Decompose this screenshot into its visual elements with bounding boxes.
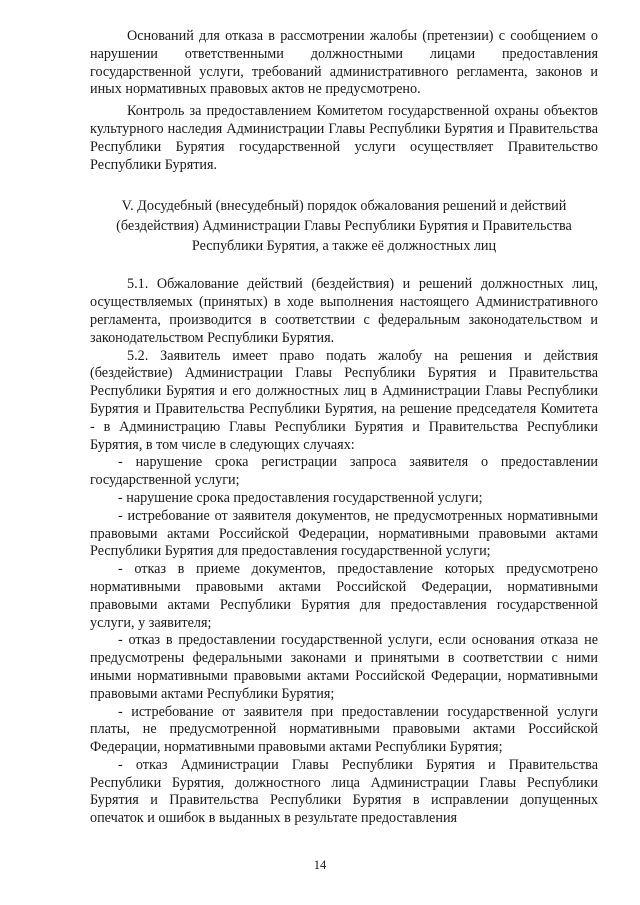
- list-item: - отказ Администрации Главы Республики Бурятия и Правительства Республики Бурятия, должностного лица Администрации Главы Республики Бурятия и Правительства Республики Бурятия в исправлении допущенных опечаток и ошибок в выданных в результате предоставления: [90, 756, 598, 827]
- list-item: - нарушение срока предоставления государственной услуги;: [118, 489, 483, 506]
- list-item: - отказ в приеме документов, предоставление которых предусмотрено нормативными правовыми актами Российской Федерации, нормативными правовыми актами Республики Бурятия для предоставления государственной услуги, у заявителя;: [90, 561, 598, 631]
- section-heading: V. Досудебный (внесудебный) порядок обжалования решений и действий (бездействия) Администрации Главы Республики Бурятия и Правительства Республики Бурятия, а также её должностных лиц: [116, 198, 572, 255]
- paragraph-5-2: 5.2. Заявитель имеет право подать жалобу на решения и действия (бездействие) Администрации Главы Республики Бурятия и Правительства Республики Бурятия и его должностных лиц в Администрации Главы Республики Бурятия и Правительства Республики Бурятия, на решение председателя Комитета - в Администрацию Главы Республики Бурятия и Правительства Республики Бурятия, в том числе в следующих случаях:: [90, 347, 598, 453]
- page-number: 14: [313, 858, 327, 872]
- list-item: - нарушение срока регистрации запроса заявителя о предоставлении государственной услуги;: [90, 454, 598, 489]
- spacer: [90, 256, 598, 276]
- page-body: [90, 28, 598, 828]
- intro-paragraph-1: Оснований для отказа в рассмотрении жалобы (претензии) с сообщением о нарушении ответственными должностными лицами предоставления государственной услуги, требований административного регламента, законов и иных нормативных правовых актов не предусмотрено.: [90, 28, 598, 98]
- paragraph-5-1: 5.1. Обжалование действий (бездействия) и решений должностных лиц, осуществляемых (принятых) в ходе выполнения настоящего Административного регламента, производится в соответствии с федеральным законодательством и законодательством Республики Бурятия.: [90, 276, 598, 346]
- list-item: - отказ в предоставлении государственной услуги, если основания отказа не предусмотрены федеральными законами и принятыми в соответствии с ними иными нормативными правовыми актами Российской Федерации, нормативными правовыми актами Республики Бурятия;: [90, 632, 598, 702]
- intro-paragraph-2: Контроль за предоставлением Комитетом государственной охраны объектов культурного наследия Администрации Главы Республики Бурятия и Правительства Республики Бурятия государственной услуги осуществляет Правительство Республики Бурятия.: [90, 103, 598, 173]
- list-item: - истребование от заявителя при предоставлении государственной услуги платы, не предусмотренной нормативными правовыми актами Российской Федерации, нормативными правовыми актами Республики Бурятия;: [90, 703, 598, 756]
- spacer: [90, 174, 598, 196]
- list-item: - истребование от заявителя документов, не предусмотренных нормативными правовыми актами Российской Федерации, нормативными правовыми актами Республики Бурятия для предоставления государственной услуги;: [90, 507, 598, 560]
